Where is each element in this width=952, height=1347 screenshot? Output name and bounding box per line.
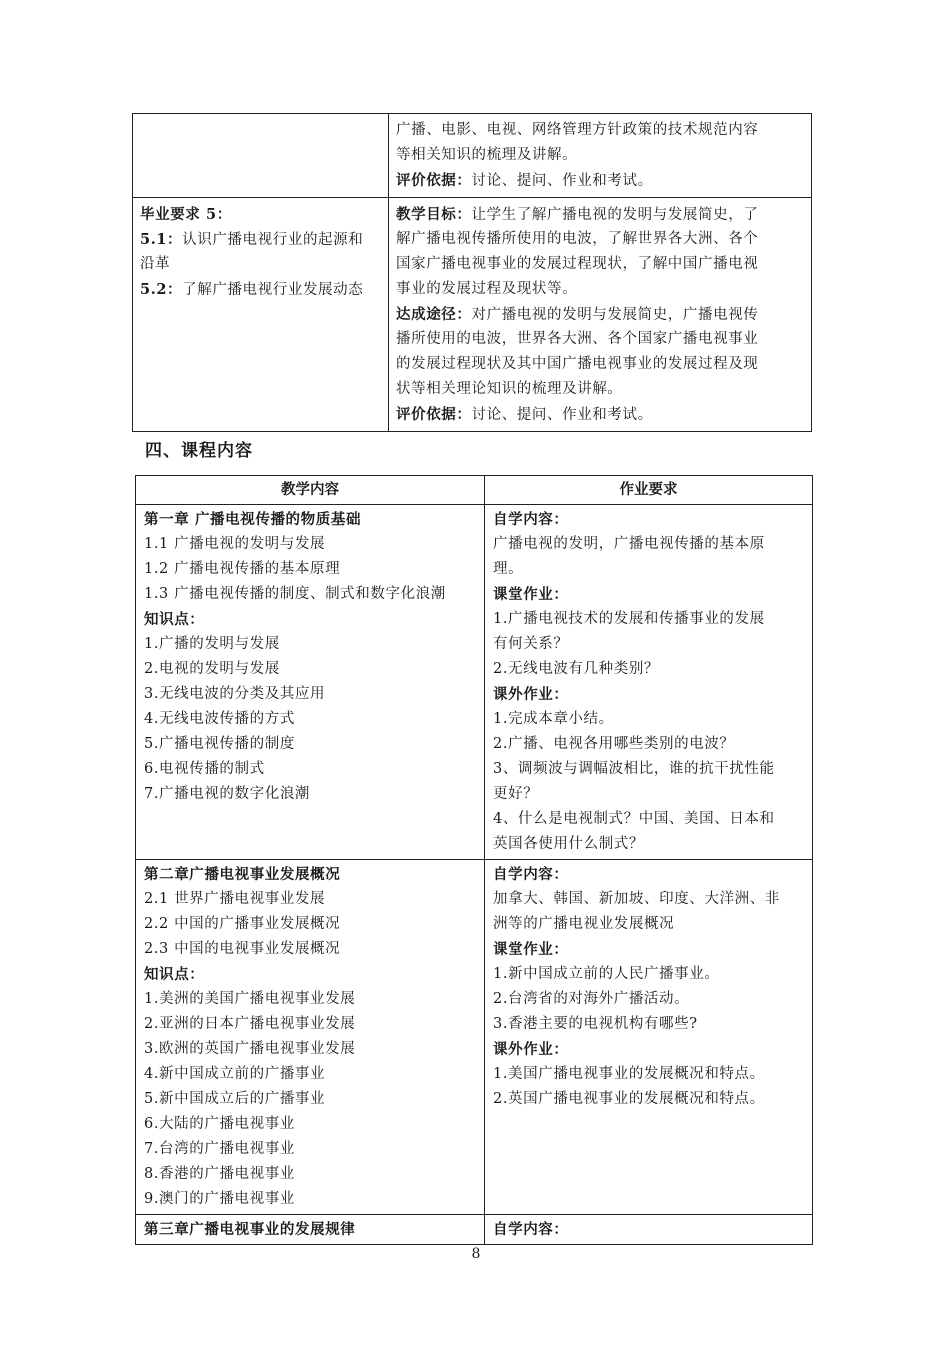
- content-line: 8.香港的广播电视事业: [144, 1166, 295, 1182]
- content-line: 5.广播电视传播的制度: [144, 736, 295, 752]
- content-line: 2.1 世界广播电视事业发展: [144, 891, 326, 907]
- content-line: 1.新中国成立前的人民广播事业。: [493, 966, 720, 982]
- path-line: [396, 302, 803, 327]
- requirement-5-2-label: 5.2：: [140, 281, 183, 298]
- goal-text: 让学生了解广播电视的发明与发展简史，了: [471, 207, 759, 223]
- evaluation-label: 评价依据：: [396, 172, 472, 189]
- content-line: 2.3 中国的电视事业发展概况: [144, 941, 341, 957]
- content-line: 1.1 广播电视的发明与发展: [144, 536, 326, 552]
- content-line: 洲等的广播电视业发展概况: [493, 916, 675, 932]
- requirement-5-2: [140, 277, 380, 302]
- evaluation-text: 讨论、提问、作业和考试。: [471, 407, 653, 423]
- text-line: 等相关知识的梳理及讲解。: [396, 147, 578, 163]
- content-line: 1.美国广播电视事业的发展概况和特点。: [493, 1066, 765, 1082]
- page-number: 8: [471, 1246, 481, 1262]
- content-line: 2.台湾省的对海外广播活动。: [493, 991, 690, 1007]
- teaching-content-cell: [136, 860, 485, 1215]
- content-line: 3.欧洲的英国广播电视事业发展: [144, 1041, 356, 1057]
- section-heading-line: 知识点：: [144, 611, 205, 628]
- content-line: 2.2 中国的广播事业发展概况: [144, 916, 341, 932]
- evaluation-line: [396, 168, 803, 193]
- section-heading-line: 第三章广播电视事业的发展规律: [144, 1221, 356, 1238]
- content-line: 2.亚洲的日本广播电视事业发展: [144, 1016, 356, 1032]
- goal-label: 教学目标：: [396, 206, 472, 223]
- content-line: 1.广播电视技术的发展和传播事业的发展: [493, 611, 765, 627]
- section-heading-line: 课堂作业：: [493, 586, 569, 603]
- content-line: 4.新中国成立前的广播事业: [144, 1066, 326, 1082]
- requirement-cell-empty: [133, 114, 389, 198]
- table-row: [136, 860, 813, 1215]
- content-line: 2.英国广播电视事业的发展概况和特点。: [493, 1091, 765, 1107]
- content-line: 1.美洲的美国广播电视事业发展: [144, 991, 356, 1007]
- section-heading-line: 课堂作业：: [493, 941, 569, 958]
- requirement-5-1-text: 认识广播电视行业的起源和: [182, 232, 364, 248]
- table-row: [136, 1215, 813, 1245]
- content-line: 6.电视传播的制式: [144, 761, 265, 777]
- objective-cell: [389, 198, 812, 432]
- teaching-content-cell: [136, 505, 485, 860]
- table-row: [133, 198, 812, 432]
- section-heading-line: 第二章广播电视事业发展概况: [144, 866, 341, 883]
- content-line: 1.完成本章小结。: [493, 711, 614, 727]
- path-label: 达成途径：: [396, 306, 472, 323]
- content-line: 6.大陆的广播电视事业: [144, 1116, 295, 1132]
- graduation-requirements-table: [132, 113, 812, 432]
- content-line: 广播电视的发明，广播电视传播的基本原: [493, 536, 765, 552]
- content-line: 5.新中国成立后的广播事业: [144, 1091, 326, 1107]
- content-line: 9.澳门的广播电视事业: [144, 1191, 295, 1207]
- requirement-title: 毕业要求 5：: [140, 206, 232, 223]
- text-line: 的发展过程现状及其中国广播电视事业的发展过程及现: [396, 356, 759, 372]
- content-line: 3.无线电波的分类及其应用: [144, 686, 326, 702]
- requirement-cell: [133, 198, 389, 432]
- text-line: 播所使用的电波，世界各大洲、各个国家广播电视事业: [396, 331, 759, 347]
- evaluation-line: [396, 402, 803, 427]
- table-header-row: [136, 476, 813, 505]
- column-header-content: 教学内容: [136, 476, 485, 505]
- chapter-rows: [136, 505, 813, 1245]
- text-line: 广播、电影、电视、网络管理方针政策的技术规范内容: [396, 122, 759, 138]
- content-line: 2.电视的发明与发展: [144, 661, 280, 677]
- path-text: 对广播电视的发明与发展简史，广播电视传: [471, 307, 759, 323]
- content-line: 3.香港主要的电视机构有哪些?: [493, 1016, 698, 1032]
- content-line: 有何关系？: [493, 636, 569, 652]
- content-line: 7.广播电视的数字化浪潮: [144, 786, 311, 802]
- homework-cell: [485, 1215, 813, 1245]
- content-line: 英国各使用什么制式？: [493, 836, 644, 852]
- teaching-content-cell: [136, 1215, 485, 1245]
- table-row: [136, 505, 813, 860]
- section-heading-line: 第一章 广播电视传播的物质基础: [144, 511, 362, 528]
- section-title: 四、课程内容: [145, 441, 253, 461]
- content-line: 2.无线电波有几种类别？: [493, 661, 660, 677]
- text-line: 事业的发展过程及现状等。: [396, 281, 578, 297]
- content-line: 4.无线电波传播的方式: [144, 711, 295, 727]
- goal-line: [396, 202, 803, 227]
- homework-cell: [485, 505, 813, 860]
- content-line: 1.3 广播电视传播的制度、制式和数字化浪潮: [144, 586, 446, 602]
- table-row: [133, 114, 812, 198]
- section-heading-line: 自学内容：: [493, 1221, 569, 1238]
- content-line: 更好？: [493, 786, 539, 802]
- evaluation-label: 评价依据：: [396, 406, 472, 423]
- evaluation-text: 讨论、提问、作业和考试。: [471, 173, 653, 189]
- content-line: 2.广播、电视各用哪些类别的电波？: [493, 736, 735, 752]
- text-line: 解广播电视传播所使用的电波，了解世界各大洲、各个: [396, 231, 759, 247]
- requirement-5-1-cont: 沿革: [140, 256, 171, 272]
- content-line: 3、调频波与调幅波相比，谁的抗干扰性能: [493, 761, 775, 777]
- column-header-homework: 作业要求: [485, 476, 813, 505]
- objective-cell: [389, 114, 812, 198]
- content-line: 1.2 广播电视传播的基本原理: [144, 561, 341, 577]
- section-heading-line: 自学内容：: [493, 866, 569, 883]
- section-heading-line: 知识点：: [144, 966, 205, 983]
- content-line: 7.台湾的广播电视事业: [144, 1141, 295, 1157]
- content-line: 加拿大、韩国、新加坡、印度、大洋洲、非: [493, 891, 780, 907]
- section-heading-line: 课外作业：: [493, 686, 569, 703]
- content-line: 4、什么是电视制式？中国、美国、日本和: [493, 811, 775, 827]
- section-heading-line: 课外作业：: [493, 1041, 569, 1058]
- content-line: 1.广播的发明与发展: [144, 636, 280, 652]
- text-line: 状等相关理论知识的梳理及讲解。: [396, 381, 623, 397]
- section-heading-line: 自学内容：: [493, 511, 569, 528]
- course-content-table: [135, 475, 813, 1245]
- text-line: 国家广播电视事业的发展过程现状，了解中国广播电视: [396, 256, 759, 272]
- homework-cell: [485, 860, 813, 1215]
- requirement-5-1: [140, 227, 380, 252]
- requirement-5-1-label: 5.1：: [140, 231, 183, 248]
- requirement-5-2-text: 了解广播电视行业发展动态: [182, 282, 364, 298]
- content-line: 理。: [493, 561, 524, 577]
